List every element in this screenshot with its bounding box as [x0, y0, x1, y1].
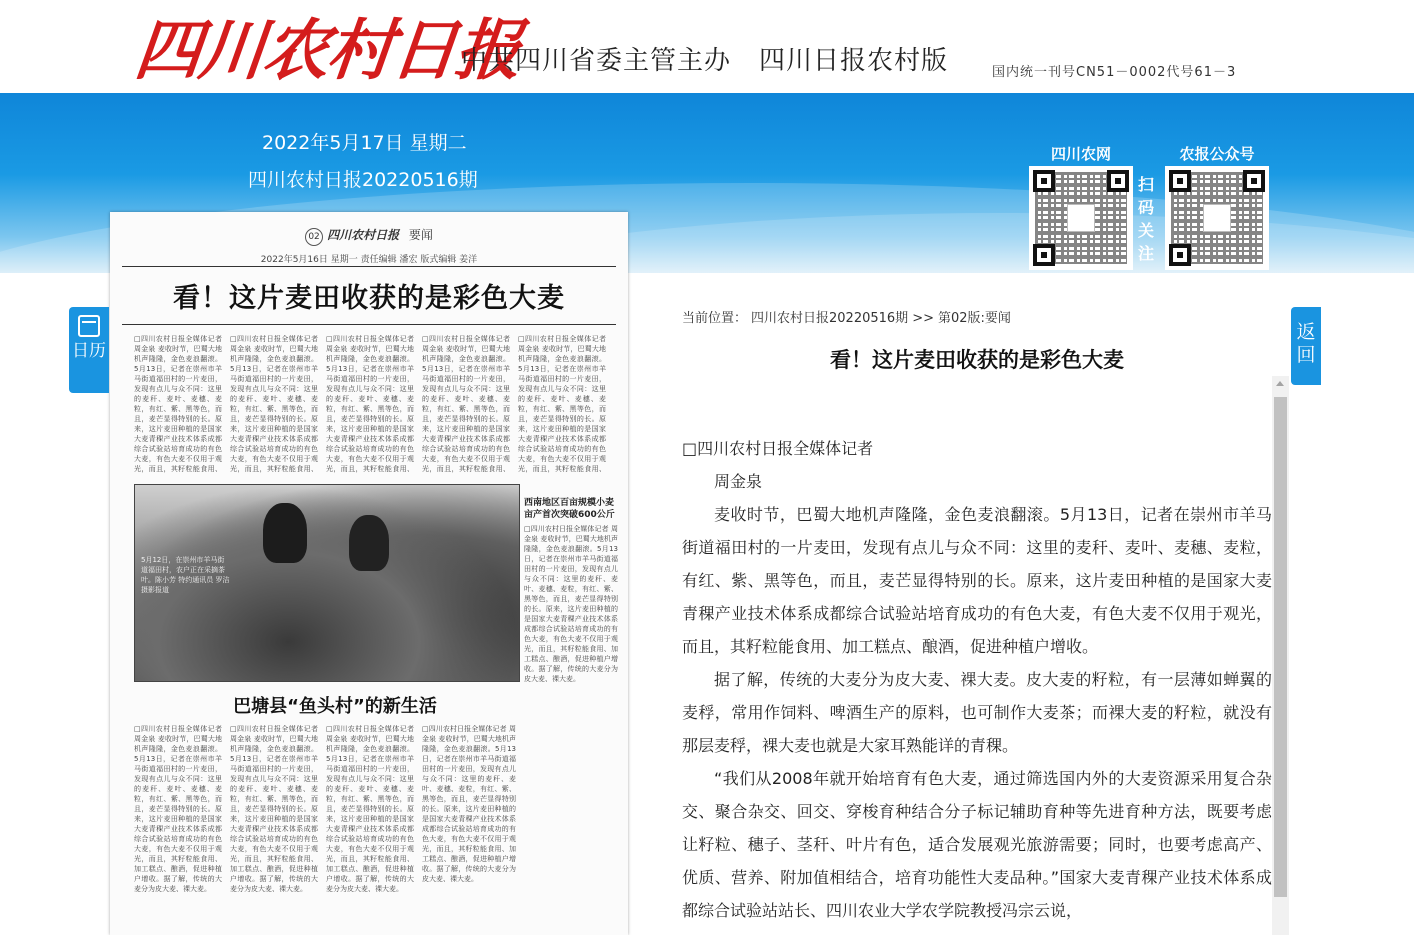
breadcrumb-prefix: 当前位置：: [682, 311, 748, 326]
paper-column: □四川农村日报全媒体记者 周金泉 麦收时节，巴蜀大地机声隆隆，金色麦浪翻滚。5月13日，记者在崇州市羊马街道福田村的一片麦田，发现有点儿与众不同：这里的麦秆、麦叶、麦穗、麦粒，有红、紫、黑等色，而且，麦芒显得特别的长。原来，这片麦田种植的是国家大麦青稞产业技术体系成都综合试验站培育成功的有色大麦，有色大麦不仅用于观光，而且，其籽粒能食用、加工糕点、酿酒，促进种植户增收。据了解，传统的大麦分为皮大麦、裸大麦。: [326, 725, 414, 893]
article-paragraph: “我们从2008年就开始培育有色大麦，通过筛选国内外的大麦资源采用复合杂交、聚合杂交、回交、穿梭育种结合分子标记辅助育种等先进育种方法，既要考虑让籽粒、穗子、茎秆、叶片有色，适合发展观光旅游需要；同时，也要考虑高产、优质、营养、附加值相结合，培育功能性大麦品种。”国家大麦青稞产业技术体系成都综合试验站站长、四川农业大学农学院教授冯宗云说，: [682, 769, 1272, 920]
calendar-icon: [78, 315, 100, 337]
article-title: 看！这片麦田收获的是彩色大麦: [830, 348, 1124, 372]
side-article-title[interactable]: 西南地区百亩规模小麦亩产首次突破600公斤: [524, 498, 615, 520]
article-author: 周金泉: [714, 472, 763, 491]
scrollbar-thumb[interactable]: [1274, 397, 1287, 897]
divider: [122, 266, 616, 267]
calendar-tab[interactable]: [69, 307, 109, 393]
qr-block-wechat: [1165, 143, 1269, 270]
page-header: [110, 226, 628, 246]
paper-column: □四川农村日报全媒体记者 周金泉 麦收时节，巴蜀大地机声隆隆，金色麦浪翻滚。5月13日，记者在崇州市羊马街道福田村的一片麦田，发现有点儿与众不同：这里的麦秆、麦叶、麦穗、麦粒，有红、紫、黑等色，而且，麦芒显得特别的长。原来，这片麦田种植的是国家大麦青稞产业技术体系成都综合试验站培育成功的有色大麦，有色大麦不仅用于观光，而且，其籽粒能食用、: [326, 335, 414, 473]
breadcrumb: [682, 307, 1015, 326]
breadcrumb-issue-link[interactable]: 四川农村日报20220516期: [751, 311, 909, 326]
issue-date: 2022年5月17日 星期二: [262, 132, 467, 154]
qr-center-logo-icon: [1203, 204, 1231, 232]
qr-block-sichuan-nongwang: [1029, 143, 1133, 270]
paper-name: 四川农村日报: [327, 228, 400, 242]
paper-column: □四川农村日报全媒体记者 周金泉 麦收时节，巴蜀大地机声隆隆，金色麦浪翻滚。5月13日，记者在崇州市羊马街道福田村的一片麦田，发现有点儿与众不同：这里的麦秆、麦叶、麦穗、麦粒，有红、紫、黑等色，而且，麦芒显得特别的长。原来，这片麦田种植的是国家大麦青稞产业技术体系成都综合试验站培育成功的有色大麦，有色大麦不仅用于观光，而且，其籽粒能食用、加工糕点、酿酒，促进种植户增收。据了解，传统的大麦分为皮大麦、裸大麦。: [524, 525, 618, 683]
paper-column: □四川农村日报全媒体记者 周金泉 麦收时节，巴蜀大地机声隆隆，金色麦浪翻滚。5月13日，记者在崇州市羊马街道福田村的一片麦田，发现有点儿与众不同：这里的麦秆、麦叶、麦穗、麦粒，有红、紫、黑等色，而且，麦芒显得特别的长。原来，这片麦田种植的是国家大麦青稞产业技术体系成都综合试验站培育成功的有色大麦，有色大麦不仅用于观光，而且，其籽粒能食用、: [134, 335, 222, 473]
divider: [122, 324, 616, 325]
newspaper-page-image[interactable]: [110, 212, 628, 935]
organizer-text: [461, 40, 948, 77]
article-paragraph: 据了解，传统的大麦分为皮大麦、裸大麦。皮大麦的籽粒，有一层薄如蝉翼的麦稃，常用作饲料、啤酒生产的原料，也可制作大麦茶；而裸大麦的籽粒，就没有那层麦稃，裸大麦也就是大家耳熟能详的青稞。: [682, 670, 1272, 755]
scan-hint: 扫码关注: [1138, 175, 1155, 263]
back-button[interactable]: 返回: [1291, 307, 1321, 385]
second-headline[interactable]: 巴塘县“鱼头村”的新生活: [233, 696, 437, 717]
photo-caption: 5月12日，在崇州市羊马街道福田村，农户正在采摘茶叶。陈小芳 特约通讯员 罗洁 摄影报道: [141, 556, 230, 594]
edition-name: 四川日报农村版: [759, 46, 949, 76]
qr-code-icon: [1029, 166, 1133, 270]
qr-code-icon: [1165, 166, 1269, 270]
scroll-up-arrow-icon[interactable]: [1276, 381, 1284, 386]
paper-column: □四川农村日报全媒体记者 周金泉 麦收时节，巴蜀大地机声隆隆，金色麦浪翻滚。5月13日，记者在崇州市羊马街道福田村的一片麦田，发现有点儿与众不同：这里的麦秆、麦叶、麦穗、麦粒，有红、紫、黑等色，而且，麦芒显得特别的长。原来，这片麦田种植的是国家大麦青稞产业技术体系成都综合试验站培育成功的有色大麦，有色大麦不仅用于观光，而且，其籽粒能食用、加工糕点、酿酒，促进种植户增收。据了解，传统的大麦分为皮大麦、裸大麦。: [134, 725, 222, 893]
photo-figure: [349, 515, 389, 571]
article-byline: □四川农村日报全媒体记者: [682, 439, 874, 458]
organizer: 中共四川省委主管主办: [461, 46, 732, 76]
paper-column: □四川农村日报全媒体记者 周金泉 麦收时节，巴蜀大地机声隆隆，金色麦浪翻滚。5月13日，记者在崇州市羊马街道福田村的一片麦田，发现有点儿与众不同：这里的麦秆、麦叶、麦穗、麦粒，有红、紫、黑等色，而且，麦芒显得特别的长。原来，这片麦田种植的是国家大麦青稞产业技术体系成都综合试验站培育成功的有色大麦，有色大麦不仅用于观光，而且，其籽粒能食用、: [518, 335, 606, 473]
paper-column: □四川农村日报全媒体记者 周金泉 麦收时节，巴蜀大地机声隆隆，金色麦浪翻滚。5月13日，记者在崇州市羊马街道福田村的一片麦田，发现有点儿与众不同：这里的麦秆、麦叶、麦穗、麦粒，有红、紫、黑等色，而且，麦芒显得特别的长。原来，这片麦田种植的是国家大麦青稞产业技术体系成都综合试验站培育成功的有色大麦，有色大麦不仅用于观光，而且，其籽粒能食用、加工糕点、酿酒，促进种植户增收。据了解，传统的大麦分为皮大麦、裸大麦。: [230, 725, 318, 893]
cn-number: 国内统一刊号CN51－0002代号61－3: [992, 65, 1237, 80]
section-name: 要闻: [408, 228, 433, 242]
article-paragraph: 麦收时节，巴蜀大地机声隆隆，金色麦浪翻滚。5月13日，记者在崇州市羊马街道福田村的一片麦田，发现有点儿与众不同：这里的麦秆、麦叶、麦穗、麦粒，有红、紫、黑等色，而且，麦芒显得特别的长。原来，这片麦田种植的是国家大麦青稞产业技术体系成都综合试验站培育成功的有色大麦，有色大麦不仅用于观光，而且，其籽粒能食用、加工糕点、酿酒，促进种植户增收。: [682, 505, 1272, 656]
newspaper-logo[interactable]: 四川农村日报: [131, 10, 524, 89]
article-scrollbar[interactable]: [1272, 376, 1289, 935]
paper-column: □四川农村日报全媒体记者 周金泉 麦收时节，巴蜀大地机声隆隆，金色麦浪翻滚。5月13日，记者在崇州市羊马街道福田村的一片麦田，发现有点儿与众不同：这里的麦秆、麦叶、麦穗、麦粒，有红、紫、黑等色，而且，麦芒显得特别的长。原来，这片麦田种植的是国家大麦青稞产业技术体系成都综合试验站培育成功的有色大麦，有色大麦不仅用于观光，而且，其籽粒能食用、: [230, 335, 318, 473]
breadcrumb-separator: >>: [912, 311, 934, 326]
qr-label: 四川农网: [1050, 145, 1111, 163]
paper-column: □四川农村日报全媒体记者 周金泉 麦收时节，巴蜀大地机声隆隆，金色麦浪翻滚。5月13日，记者在崇州市羊马街道福田村的一片麦田，发现有点儿与众不同：这里的麦秆、麦叶、麦穗、麦粒，有红、紫、黑等色，而且，麦芒显得特别的长。原来，这片麦田种植的是国家大麦青稞产业技术体系成都综合试验站培育成功的有色大麦，有色大麦不仅用于观光，而且，其籽粒能食用、: [422, 335, 510, 473]
breadcrumb-page-link[interactable]: 第02版:要闻: [937, 311, 1011, 326]
issue-number: 四川农村日报20220516期: [248, 169, 478, 191]
news-photo[interactable]: [134, 484, 520, 682]
paper-column: □四川农村日报全媒体记者 周金泉 麦收时节，巴蜀大地机声隆隆，金色麦浪翻滚。5月13日，记者在崇州市羊马街道福田村的一片麦田，发现有点儿与众不同：这里的麦秆、麦叶、麦穗、麦粒，有红、紫、黑等色，而且，麦芒显得特别的长。原来，这片麦田种植的是国家大麦青稞产业技术体系成都综合试验站培育成功的有色大麦，有色大麦不仅用于观光，而且，其籽粒能食用、加工糕点、酿酒，促进种植户增收。据了解，传统的大麦分为皮大麦、裸大麦。: [422, 725, 516, 883]
masthead: [0, 0, 1414, 93]
photo-figure: [263, 503, 307, 563]
page-number: 02: [305, 228, 323, 246]
qr-center-logo-icon: [1067, 204, 1095, 232]
calendar-label: 日历: [72, 341, 106, 361]
page-subline: 2022年5月16日 星期一 责任编辑 潘宏 版式编辑 姜洋: [260, 255, 478, 265]
qr-label: 农报公众号: [1179, 145, 1255, 163]
article-body: [682, 432, 1272, 935]
paper-headline[interactable]: 看！这片麦田收获的是彩色大麦: [173, 283, 565, 314]
